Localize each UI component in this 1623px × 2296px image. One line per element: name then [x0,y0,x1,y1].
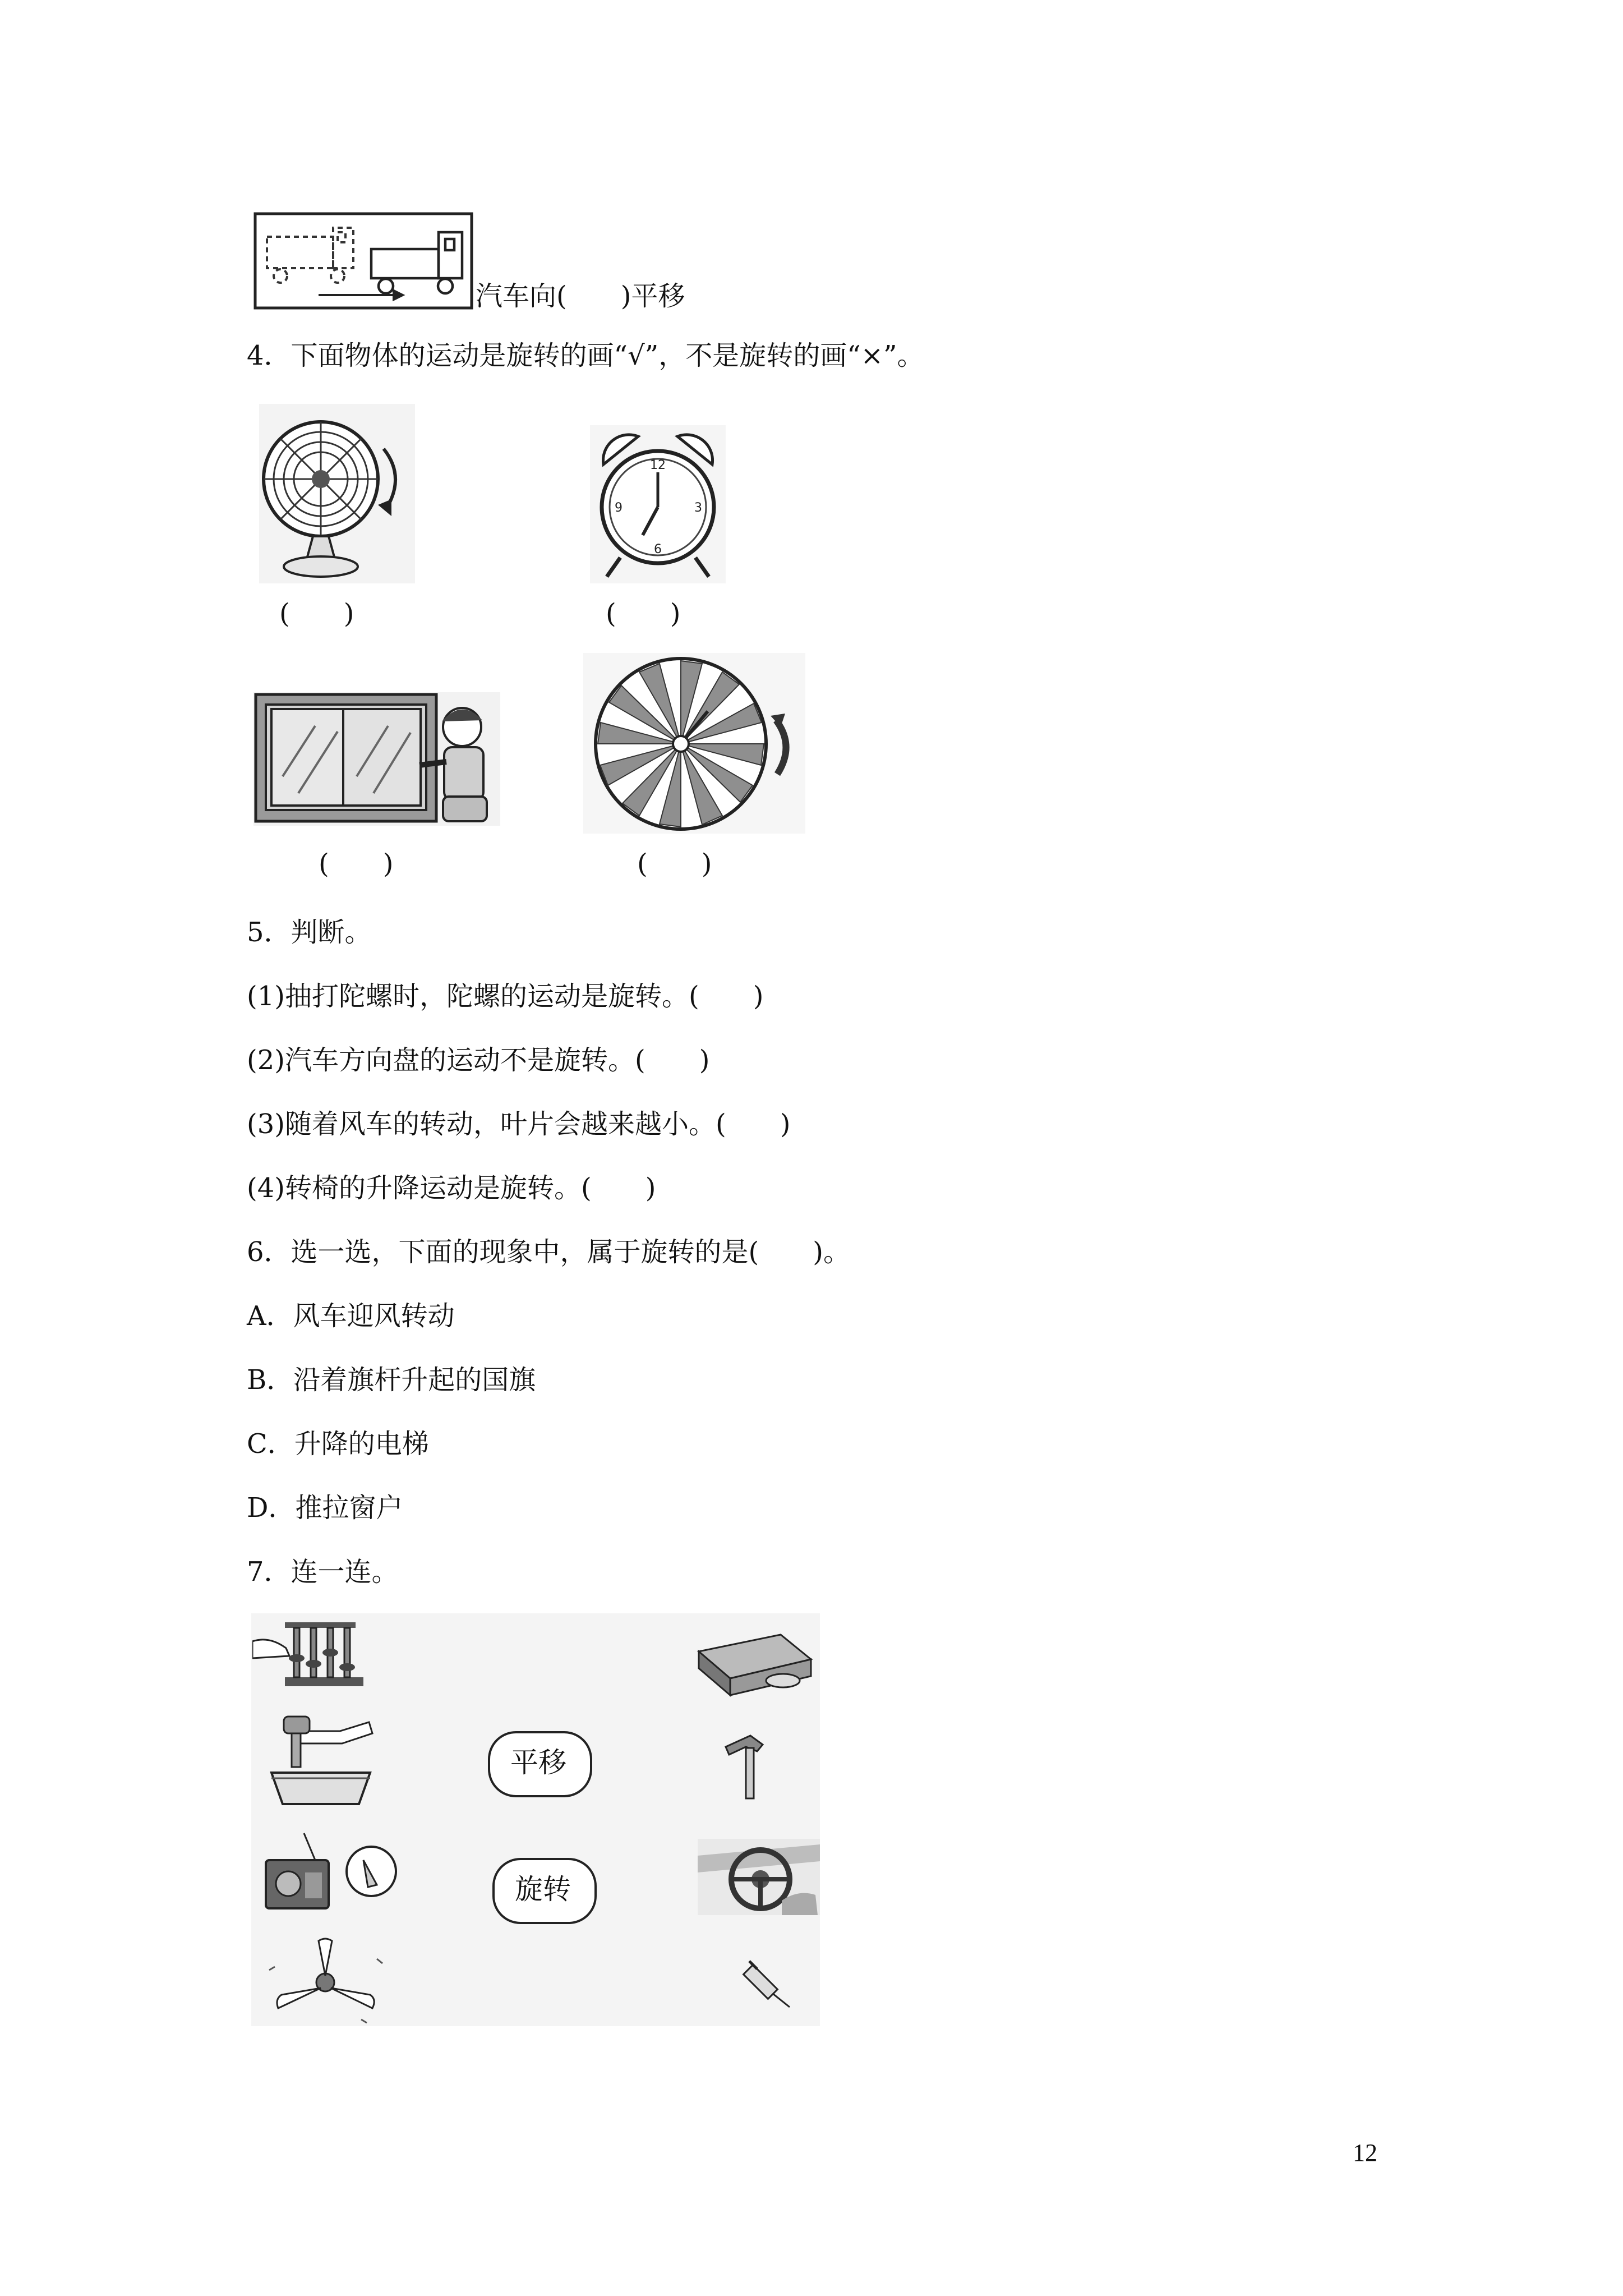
q6-title: 6．选一选，下面的现象中，属于旋转的是( )。 [247,1236,850,1268]
steering-wheel-icon [698,1839,820,1915]
q4-title: 4．下面物体的运动是旋转的画“√”，不是旋转的画“×”。 [247,340,924,371]
svg-text:12: 12 [650,458,666,472]
alarm-clock-icon [590,425,726,583]
radio-icon [265,1831,398,1915]
q5-item-1: (1)抽打陀螺时，陀螺的运动是旋转。( ) [247,981,764,1012]
q7-title: 7．连一连。 [247,1556,399,1588]
q6-option-c[interactable]: C．升降的电梯 [247,1428,429,1460]
truck-icon [371,232,462,293]
faucet-icon [267,1709,375,1809]
q5-item-2: (2)汽车方向盘的运动不是旋转。( ) [247,1045,710,1076]
truck-translation-figure [253,212,473,310]
translation-label: 平移 [510,1746,566,1779]
ceiling-fan-icon [267,1936,385,2025]
svg-text:3: 3 [694,501,702,515]
q5-item-3: (3)随着风车的转动，叶片会越来越小。( ) [247,1108,791,1140]
page-number: 12 [1353,2139,1377,2166]
dashed-truck-icon [267,228,353,283]
abacus-icon [252,1619,367,1691]
q4-window-answer[interactable]: ( ) [319,848,394,880]
spinning-wheel-icon [583,653,805,834]
q6-option-b[interactable]: B．沿着旗杆升起的国旗 [247,1364,536,1396]
q4-clock-answer[interactable]: ( ) [606,598,681,629]
rotation-label: 旋转 [515,1873,571,1906]
q3-truck-label: 汽车向( )平移 [476,280,685,312]
svg-text:6: 6 [654,542,662,556]
q6-option-a[interactable]: A．风车迎风转动 [247,1300,455,1332]
sliding-window-icon [253,692,500,826]
syringe-icon [737,1951,793,2008]
q5-title: 5．判断。 [247,917,372,948]
hammer-icon [723,1730,766,1801]
svg-text:9: 9 [615,501,623,515]
q6-option-d[interactable]: D．推拉窗户 [247,1492,403,1524]
dvd-player-icon [693,1630,814,1697]
q4-wheel-answer[interactable]: ( ) [637,848,712,880]
q4-fan-answer[interactable]: ( ) [279,598,354,629]
q5-item-4: (4)转椅的升降运动是旋转。( ) [247,1172,656,1204]
electric-fan-icon [259,404,415,583]
